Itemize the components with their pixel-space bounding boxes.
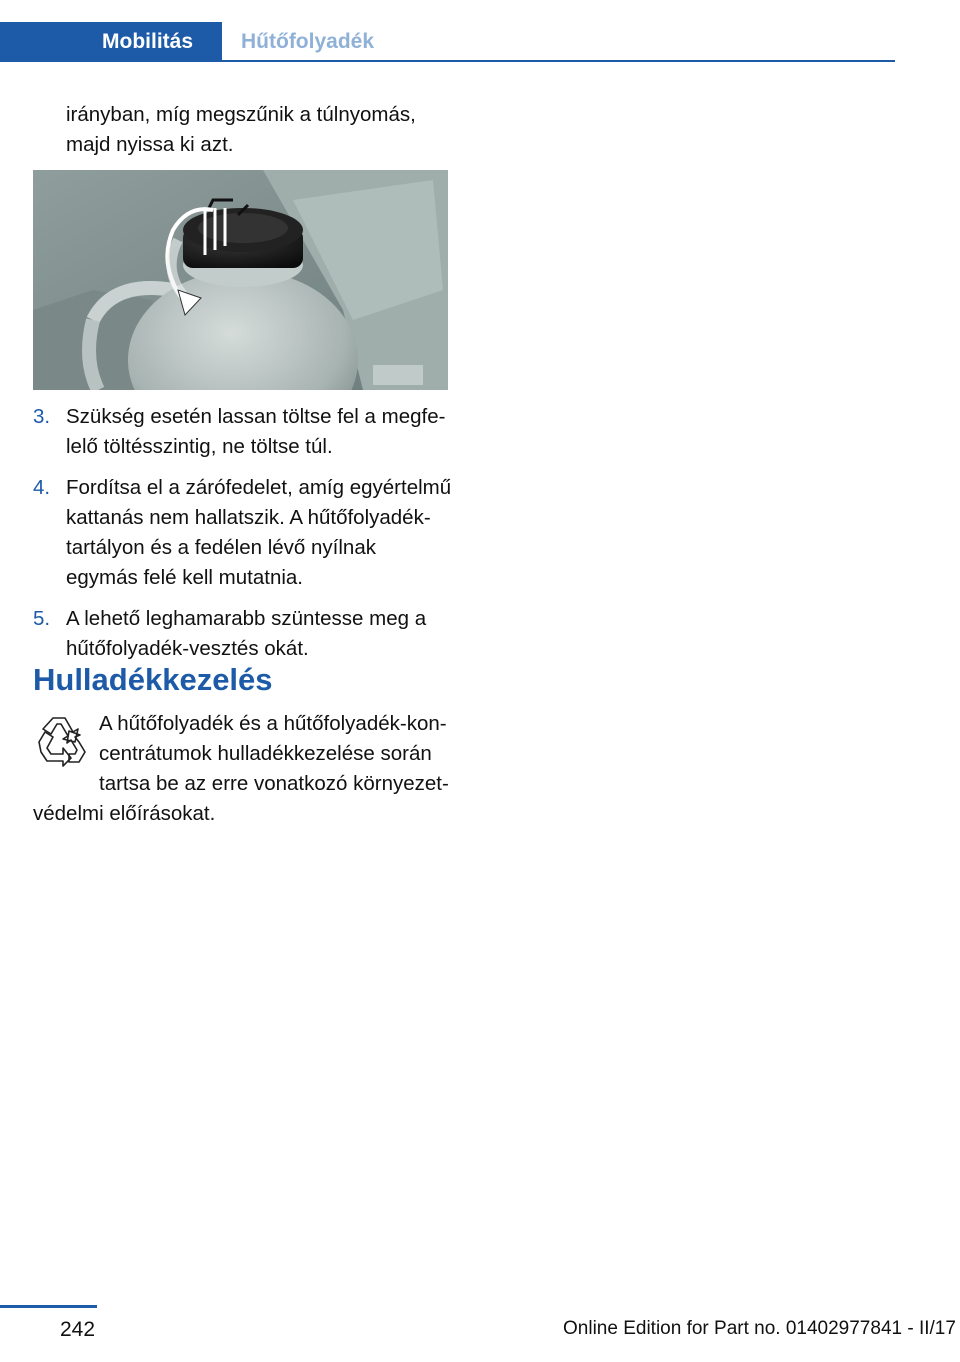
intro-paragraph: irányban, míg megszűnik a túlnyomás, majd nyissa ki azt. xyxy=(66,103,416,156)
step-text: A lehető leghamarabb szüntesse meg a hűtőfolyadék-vesztés okát. xyxy=(66,607,427,660)
edition-note: Online Edition for Part no. 01402977841 - II/17 xyxy=(563,1318,956,1339)
header-rule xyxy=(0,60,895,62)
step-text: Szükség esetén lassan töltse fel a megfelelő töltésszintig, ne töltse túl. xyxy=(66,405,446,458)
disposal-text: A hűtőfolyadék és a hűtőfolyadék-koncentrátumok hulladékkezelése során tartsa be az erre vonatkozó környezetvédelmi előírásokat. xyxy=(33,712,449,825)
section-title: Hulladékkezelés xyxy=(33,662,273,697)
step-number: 3. xyxy=(33,405,51,428)
list-item xyxy=(33,604,453,664)
page-header xyxy=(0,0,895,62)
step-list xyxy=(33,402,453,675)
footer-rule xyxy=(0,1305,97,1308)
step-number: 5. xyxy=(33,607,51,630)
step-text: Fordítsa el a zárófedelet, amíg egyértelmű kattanás nem hallatszik. A hűtőfolyadéktartályon és a fedélen lévő nyílnak egymás felé kell mutatnia. xyxy=(66,476,452,589)
disposal-paragraph xyxy=(33,709,449,829)
chapter-tab: Mobilitás xyxy=(0,22,222,62)
list-item xyxy=(33,473,453,593)
section-tab: Hűtőfolyadék xyxy=(241,30,375,53)
list-item xyxy=(33,402,453,462)
page-number: 242 xyxy=(60,1318,96,1341)
step-number: 4. xyxy=(33,476,51,499)
coolant-cap-photo xyxy=(33,170,448,390)
